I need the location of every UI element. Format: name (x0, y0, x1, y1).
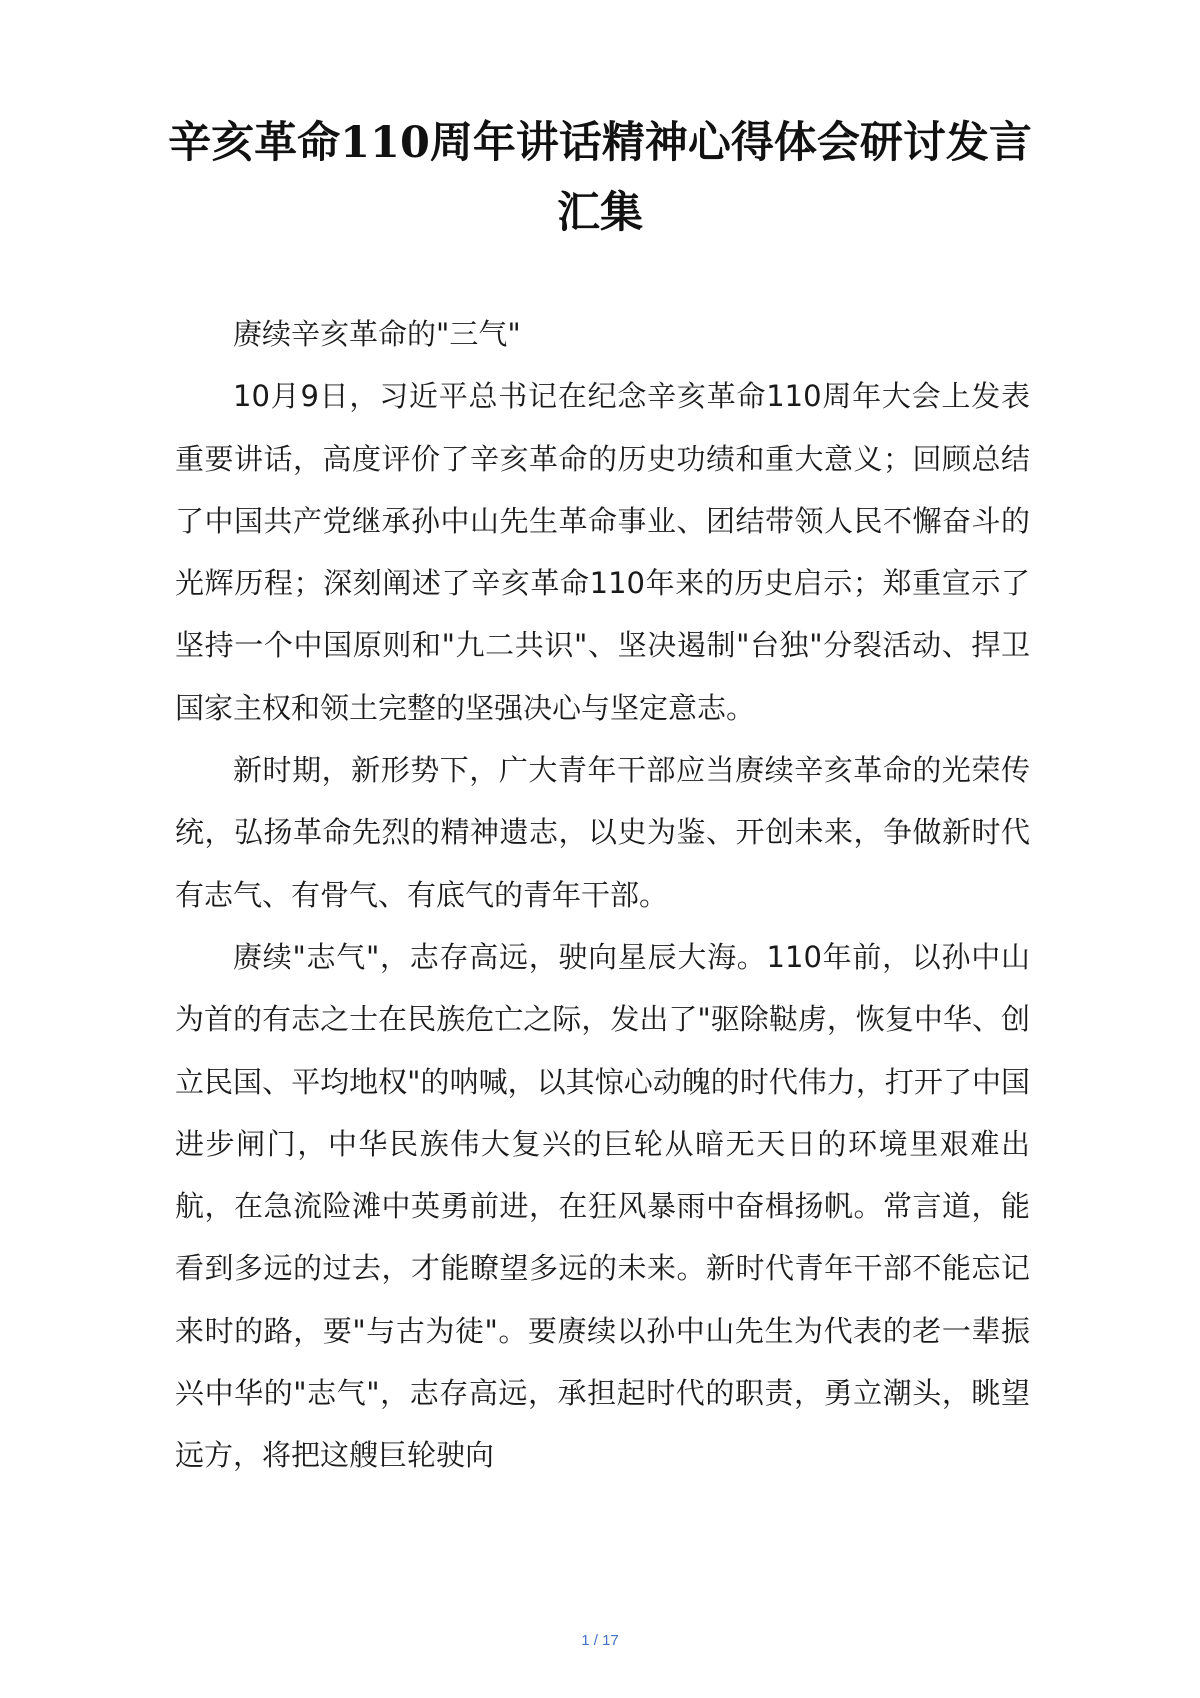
document-body (175, 303, 1030, 1487)
paragraph: 10月9日，习近平总书记在纪念辛亥革命110周年大会上发表重要讲话，高度评价了辛亥革命的历史功绩和重大意义；回顾总结了中国共产党继承孙中山先生革命事业、团结带领人民不懈奋斗的光辉历程；深刻阐述了辛亥革命110年来的历史启示；郑重宣示了坚持一个中国原则和"九二共识"、坚决遏制"台独"分裂活动、捍卫国家主权和领土完整的坚强决心与坚定意志。 (175, 379, 1030, 725)
section-heading: 赓续辛亥革命的"三气" (233, 317, 521, 351)
paragraph: 赓续"志气"，志存高远，驶向星辰大海。110年前，以孙中山为首的有志之士在民族危亡之际，发出了"驱除鞑虏，恢复中华、创立民国、平均地权"的呐喊，以其惊心动魄的时代伟力，打开了中国进步闸门，中华民族伟大复兴的巨轮从暗无天日的环境里艰难出航，在急流险滩中英勇前进，在狂风暴雨中奋楫扬帆。常言道，能看到多远的过去，才能瞭望多远的未来。新时代青年干部不能忘记来时的路，要"与古为徒"。要赓续以孙中山先生为代表的老一辈振兴中华的"志气"，志存高远，承担起时代的职责，勇立潮头，眺望远方，将把这艘巨轮驶向 (175, 939, 1030, 1473)
paragraph: 新时期，新形势下，广大青年干部应当赓续辛亥革命的光荣传统，弘扬革命先烈的精神遗志，以史为鉴、开创未来，争做新时代有志气、有骨气、有底气的青年干部。 (175, 753, 1030, 912)
page-number: 1 / 17 (581, 1632, 619, 1649)
document-title: 辛亥革命110周年讲话精神心得体会研讨发言汇集 (168, 118, 1032, 238)
